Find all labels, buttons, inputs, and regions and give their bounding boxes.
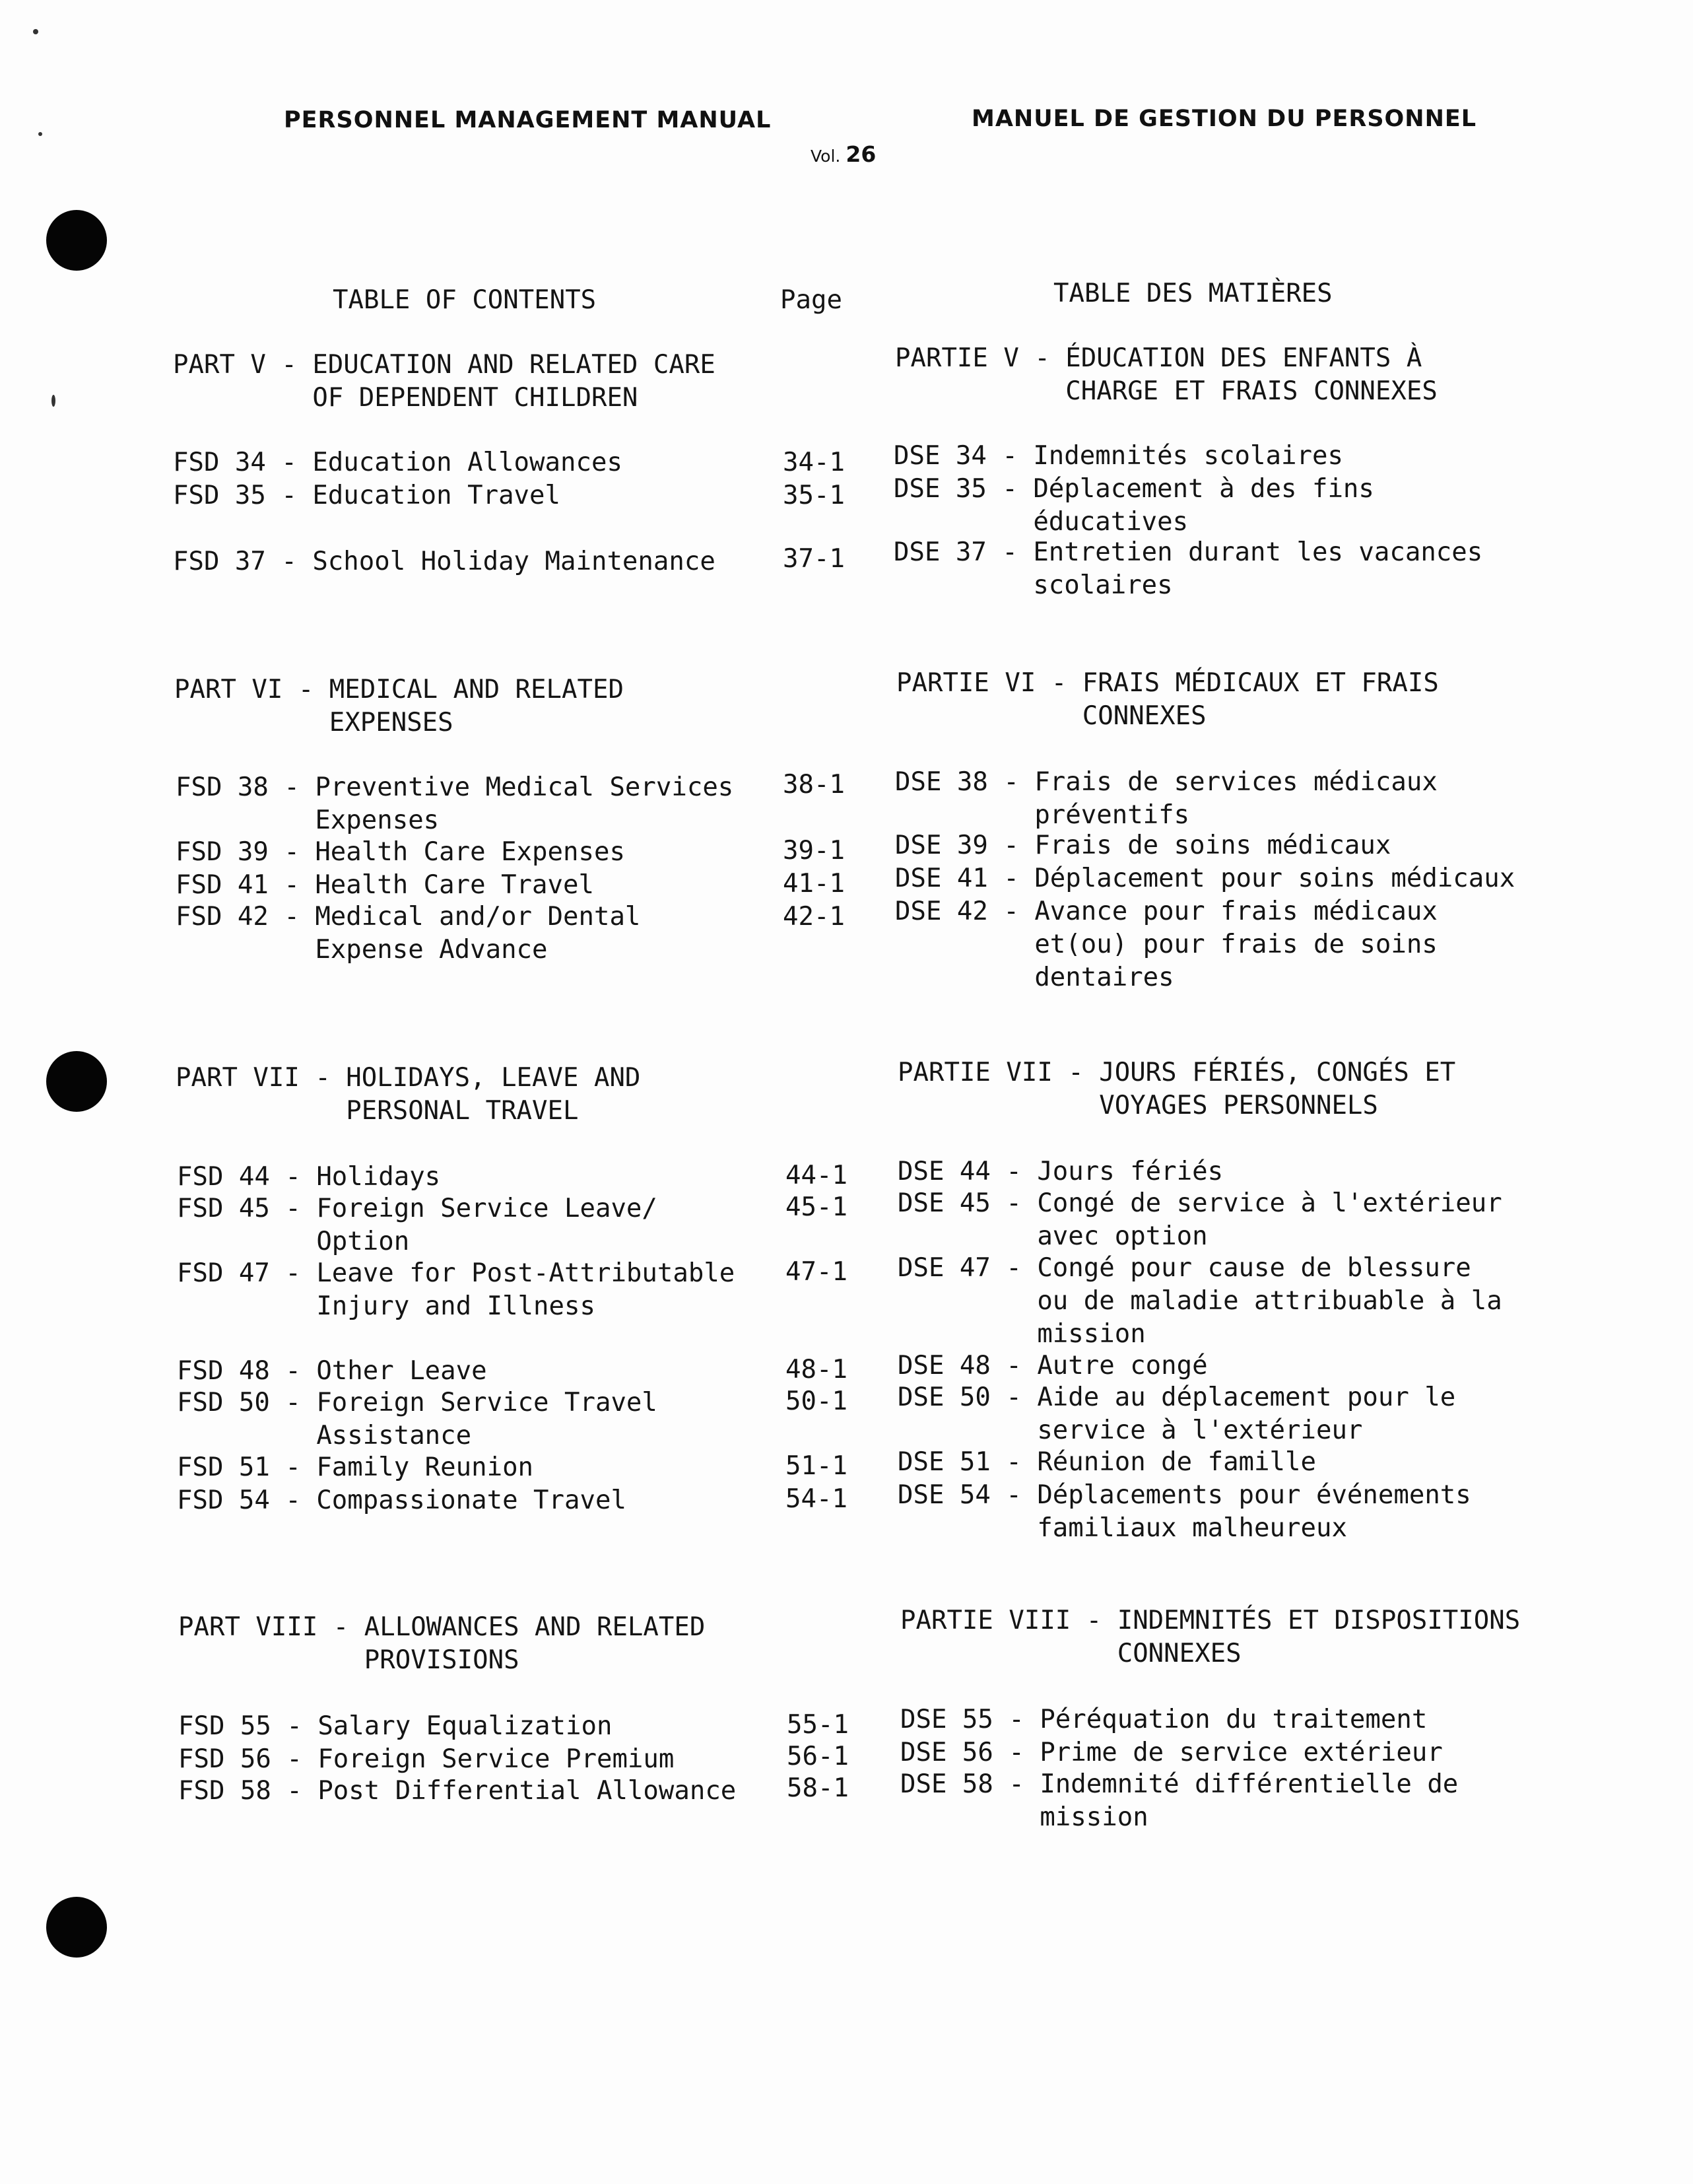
toc-entry-english <box>177 1484 626 1517</box>
part-title-english <box>176 1062 640 1128</box>
line-english: FSD 39 - Health Care Expenses <box>176 837 625 867</box>
line-english: Assistance <box>177 1421 472 1450</box>
volume-value: 26 <box>846 141 877 167</box>
line-french: DSE 37 - Entretien durant les vacances <box>894 537 1483 567</box>
toc-entry-page: 45-1 <box>785 1192 847 1222</box>
toc-entry-english <box>176 771 733 837</box>
line-french: CONNEXES <box>900 1639 1242 1668</box>
line-english: FSD 45 - Foreign Service Leave/ <box>177 1194 657 1223</box>
line-french: DSE 39 - Frais de soins médicaux <box>895 831 1391 860</box>
toc-entry-page: 47-1 <box>785 1257 847 1287</box>
volume-number <box>811 141 876 167</box>
line-french: DSE 34 - Indemnités scolaires <box>894 441 1343 471</box>
toc-heading-english: TABLE OF CONTENTS <box>333 285 597 315</box>
line-english: FSD 38 - Preventive Medical Services <box>176 772 734 802</box>
toc-entry-english <box>177 1257 735 1323</box>
line-english: FSD 54 - Compassionate Travel <box>177 1485 626 1515</box>
line-french: DSE 58 - Indemnité différentielle de <box>900 1769 1459 1799</box>
toc-entry-english <box>177 1192 657 1258</box>
toc-entry-page: 42-1 <box>783 902 845 932</box>
line-english: Expense Advance <box>176 935 548 965</box>
line-english: Expenses <box>176 805 440 835</box>
line-english: FSD 37 - School Holiday Maintenance <box>173 547 715 576</box>
punch-hole <box>46 1897 107 1958</box>
line-french: DSE 55 - Péréquation du traitement <box>900 1705 1428 1734</box>
line-english: PART VIII - ALLOWANCES AND RELATED <box>178 1612 706 1642</box>
line-english: PART VII - HOLIDAYS, LEAVE AND <box>176 1063 641 1093</box>
toc-entry-english <box>173 545 715 578</box>
line-french: service à l'extérieur <box>898 1416 1363 1445</box>
line-english: PERSONAL TRAVEL <box>176 1096 579 1126</box>
line-english: FSD 35 - Education Travel <box>173 481 560 510</box>
manual-title-english: PERSONNEL MANAGEMENT MANUAL <box>284 107 772 133</box>
line-english: FSD 51 - Family Reunion <box>177 1452 534 1482</box>
line-french: DSE 56 - Prime de service extérieur <box>900 1738 1443 1767</box>
scan-speck <box>51 395 55 407</box>
line-french: DSE 35 - Déplacement à des fins <box>894 474 1374 504</box>
punch-hole <box>46 1051 107 1112</box>
punch-hole <box>46 210 107 271</box>
toc-entry-page: 50-1 <box>785 1386 847 1416</box>
toc-entry-page: 35-1 <box>783 481 845 510</box>
part-title-english <box>178 1611 705 1677</box>
toc-entry-french <box>898 1155 1223 1188</box>
toc-entry-french <box>900 1703 1427 1736</box>
toc-entry-page: 55-1 <box>787 1710 849 1740</box>
toc-entry-page: 51-1 <box>785 1451 847 1481</box>
part-title-english <box>173 349 715 415</box>
line-french: ou de maladie attribuable à la <box>898 1286 1502 1316</box>
toc-entry-french <box>895 829 1391 862</box>
toc-entry-french <box>898 1446 1316 1479</box>
toc-heading-french: TABLE DES MATIÈRES <box>1053 279 1333 308</box>
scan-speck <box>38 132 42 136</box>
line-french: scolaires <box>894 570 1173 600</box>
line-english: PROVISIONS <box>178 1645 519 1675</box>
toc-entry-page: 44-1 <box>785 1161 847 1190</box>
toc-entry-page: 37-1 <box>783 544 845 574</box>
toc-entry-french <box>898 1479 1471 1545</box>
part-title-french <box>895 342 1438 408</box>
line-french: et(ou) pour frais de soins <box>895 930 1438 959</box>
line-french: mission <box>898 1319 1146 1349</box>
line-french: éducatives <box>894 507 1189 537</box>
line-french: DSE 45 - Congé de service à l'extérieur <box>898 1188 1502 1218</box>
line-english: Option <box>177 1227 410 1256</box>
toc-entry-english <box>177 1451 533 1484</box>
manual-title-french: MANUEL DE GESTION DU PERSONNEL <box>972 106 1477 132</box>
line-english: FSD 56 - Foreign Service Premium <box>178 1744 675 1774</box>
toc-entry-french <box>898 1187 1502 1253</box>
part-title-french <box>900 1604 1520 1670</box>
line-french: PARTIE VIII - INDEMNITÉS ET DISPOSITIONS <box>900 1606 1521 1635</box>
line-french: CONNEXES <box>896 701 1207 731</box>
toc-entry-french <box>894 473 1374 539</box>
toc-entry-english <box>177 1355 487 1388</box>
toc-entry-english <box>173 479 560 512</box>
toc-entry-french <box>895 862 1515 895</box>
line-french: familiaux malheureux <box>898 1513 1347 1543</box>
part-title-english <box>174 673 624 739</box>
toc-entry-french <box>894 440 1343 473</box>
toc-entry-page: 41-1 <box>783 869 845 899</box>
toc-entry-french <box>898 1349 1208 1382</box>
toc-entry-page: 39-1 <box>783 836 845 866</box>
line-french: DSE 50 - Aide au déplacement pour le <box>898 1382 1456 1412</box>
toc-entry-english <box>176 901 640 967</box>
line-english: Injury and Illness <box>177 1291 595 1321</box>
line-french: DSE 41 - Déplacement pour soins médicaux <box>895 864 1515 893</box>
line-french: mission <box>900 1802 1148 1832</box>
line-english: PART VI - MEDICAL AND RELATED <box>174 675 624 704</box>
line-english: FSD 58 - Post Differential Allowance <box>178 1776 737 1806</box>
line-french: DSE 42 - Avance pour frais médicaux <box>895 897 1438 926</box>
line-french: préventifs <box>895 800 1190 830</box>
line-english: OF DEPENDENT CHILDREN <box>173 383 638 413</box>
toc-entry-english <box>177 1386 657 1452</box>
line-french: PARTIE VII - JOURS FÉRIÉS, CONGÉS ET <box>898 1058 1456 1087</box>
toc-entry-french <box>894 536 1482 602</box>
line-english: FSD 50 - Foreign Service Travel <box>177 1388 657 1417</box>
line-french: DSE 48 - Autre congé <box>898 1351 1208 1381</box>
line-english: EXPENSES <box>174 708 453 737</box>
toc-entry-english <box>178 1743 674 1776</box>
toc-entry-english <box>176 836 625 869</box>
part-title-french <box>898 1056 1455 1122</box>
volume-label: Vol. <box>811 147 841 166</box>
line-english: FSD 42 - Medical and/or Dental <box>176 902 641 932</box>
toc-entry-english <box>173 446 622 479</box>
line-english: FSD 44 - Holidays <box>177 1162 441 1192</box>
toc-entry-french <box>898 1381 1455 1447</box>
line-english: FSD 48 - Other Leave <box>177 1356 487 1386</box>
scan-speck <box>33 29 38 34</box>
toc-entry-french <box>895 766 1438 832</box>
line-french: DSE 38 - Frais de services médicaux <box>895 767 1438 797</box>
toc-entry-page: 38-1 <box>783 770 845 800</box>
line-english: FSD 34 - Education Allowances <box>173 448 622 477</box>
line-english: FSD 47 - Leave for Post-Attributable <box>177 1258 735 1288</box>
line-english: PART V - EDUCATION AND RELATED CARE <box>173 350 715 380</box>
toc-entry-page: 58-1 <box>787 1773 849 1803</box>
line-french: DSE 54 - Déplacements pour événements <box>898 1480 1471 1510</box>
toc-entry-french <box>900 1768 1458 1834</box>
line-french: VOYAGES PERSONNELS <box>898 1091 1378 1120</box>
toc-entry-page: 56-1 <box>787 1742 849 1771</box>
part-title-french <box>896 667 1439 733</box>
toc-entry-page: 34-1 <box>783 448 845 477</box>
toc-entry-french <box>900 1736 1443 1769</box>
line-english: FSD 55 - Salary Equalization <box>178 1711 613 1741</box>
toc-entry-english <box>178 1710 612 1743</box>
line-french: DSE 51 - Réunion de famille <box>898 1447 1316 1477</box>
line-french: CHARGE ET FRAIS CONNEXES <box>895 376 1438 406</box>
toc-heading-page: Page <box>780 285 842 315</box>
line-french: PARTIE V - ÉDUCATION DES ENFANTS À <box>895 343 1422 373</box>
line-french: DSE 44 - Jours fériés <box>898 1157 1224 1186</box>
line-french: dentaires <box>895 963 1174 992</box>
line-french: DSE 47 - Congé pour cause de blessure <box>898 1253 1471 1283</box>
line-french: avec option <box>898 1221 1208 1251</box>
toc-entry-page: 54-1 <box>785 1484 847 1514</box>
toc-entry-page: 48-1 <box>785 1355 847 1384</box>
toc-entry-french <box>895 895 1438 994</box>
toc-entry-english <box>178 1775 736 1808</box>
toc-entry-french <box>898 1252 1502 1351</box>
toc-entry-english <box>176 869 594 902</box>
toc-entry-english <box>177 1161 440 1194</box>
line-english: FSD 41 - Health Care Travel <box>176 870 594 900</box>
line-french: PARTIE VI - FRAIS MÉDICAUX ET FRAIS <box>896 668 1439 698</box>
